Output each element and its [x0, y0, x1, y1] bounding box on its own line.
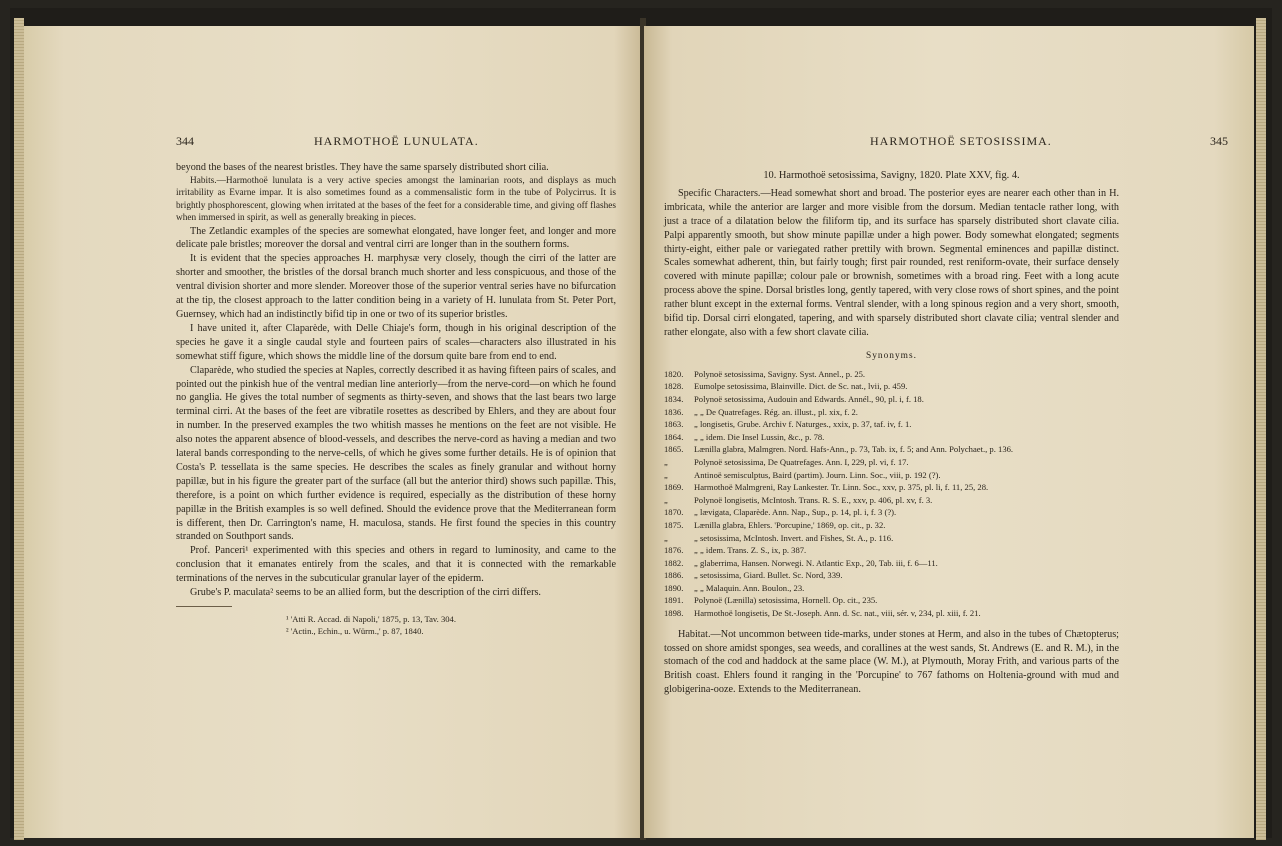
- footnote-rule: [176, 606, 232, 607]
- synonym-text: Polynoë setosissima, Audouin and Edwards. Annél., 90, pl. i, f. 18.: [694, 393, 924, 404]
- synonym-row: [664, 456, 1119, 469]
- synonym-text: Polynoë setosissima, De Quatrefages. Ann. I, 229, pl. vi, f. 17.: [694, 456, 909, 467]
- synonym-year: „: [664, 494, 668, 505]
- synonym-year: 1886.: [664, 570, 684, 581]
- synonym-year: 1820.: [664, 368, 684, 379]
- left-page-number: 344: [176, 134, 194, 148]
- synonym-year: 1863.: [664, 419, 684, 430]
- synonym-row: [664, 519, 1119, 532]
- specific-characters: Specific Characters.—Head somewhat short and broad. The posterior eyes are nearer each other than in H. imbricata, while the anterior are larger and more visible from the dorsum. Median tentacle rather long, with just a trace of a dilatation below the filiform tip, and its surface has sparsely distributed short clavate cilia. Palpi apparently smooth, but show minute papillæ under a high power. Body somewhat elongated; segments thirty-eight, either pale or variegated rather prettily with brown. Segmental eminences and papillæ distinct. Scales somewhat adherent, thin, but fairly tough; first pair rounded, rest reniform-ovate, their surface densely covered with minute papillæ; colour pale or brownish, sometimes with a broad ring. Feet with a long acute process above the spine. Dorsal bristles long, gently tapered, with very close rows of short spines, and the point rather blunt except in the external forms. Ventral slender, with a long spinous region and a very short, smooth, bifid tip. Dorsal cirri elongated, tapering, and with sparsely distributed short clavate cilia; ventral slender and rather elongate, also with a few short clavate cilia.: [664, 187, 1119, 338]
- synonym-text: Eumolpe setosissima, Blainville. Dict. de Sc. nat., lvii, p. 459.: [694, 381, 908, 392]
- synonym-text: Lænilla glabra, Ehlers. 'Porcupine,' 1869, op. cit., p. 32.: [694, 519, 886, 530]
- synonym-text: Harmothoë longisetis, De St.-Joseph. Ann. d. Sc. nat., viii, sér. v, 234, pl. xiii, f. 21.: [694, 608, 981, 619]
- right-body-text: [664, 161, 1119, 697]
- synonym-row: [664, 368, 1119, 381]
- synonym-row: [664, 569, 1119, 582]
- synonym-text: „ lævigata, Claparède. Ann. Nap., Sup., p. 14, pl. i, f. 3 (?).: [694, 507, 897, 518]
- synonym-year: 1869.: [664, 482, 684, 493]
- synonym-year: „: [664, 532, 668, 543]
- synonym-row: [664, 443, 1119, 456]
- synonym-year: 1834.: [664, 393, 684, 404]
- synonym-row: [664, 431, 1119, 444]
- synonym-year: 1865.: [664, 444, 684, 455]
- footnote: ² 'Actin., Echin., u. Würm.,' p. 87, 1840.: [286, 626, 424, 636]
- synonym-text: „ „ idem. Die Insel Lussin, &c., p. 78.: [694, 431, 825, 442]
- synonym-text: „ setosissima, McIntosh. Invert. and Fishes, St. A., p. 116.: [694, 532, 894, 543]
- synonym-text: Lænilla glabra, Malmgren. Nord. Hafs-Ann., p. 73, Tab. ix, f. 5; and Ann. Polychaet., p. 136.: [694, 444, 1014, 455]
- left-page: [24, 26, 642, 838]
- synonym-text: Polynoë (Lænilla) setosissima, Hornell. Op. cit., 235.: [694, 595, 878, 606]
- paragraph: beyond the bases of the nearest bristles. They have the same sparsely distributed short cilia.: [176, 162, 549, 173]
- footnotes: [176, 613, 616, 637]
- synonym-text: „ longisetis, Grube. Archiv f. Naturges., xxix, p. 37, taf. iv, f. 1.: [694, 419, 912, 430]
- paragraph: The Zetlandic examples of the species are somewhat elongated, have longer feet, and longer and more delicate pale bristles; moreover the dorsal and ventral cirri are longer than in the southern forms.: [176, 225, 616, 251]
- paragraph: Habits.—Harmothoë lunulata is a very active species amongst the laminarian roots, and displays as much irritability as Evarne impar. It is also sometimes found as a commensalistic form in the tube of Polycirrus. It is brightly phosphorescent, glowing when irritated at the bases of the feet for a considerable time, and giving off flashes when immersed in spirit, as well as generally breaking in pieces.: [176, 175, 616, 224]
- page-edges-left: [14, 18, 24, 840]
- synonym-year: „: [664, 456, 668, 467]
- synonym-row: [664, 481, 1119, 494]
- synonym-year: 1828.: [664, 381, 684, 392]
- synonym-row: [664, 393, 1119, 406]
- paragraph: I have united it, after Claparède, with Delle Chiaje's form, though in his original description of the species he gave it a single caudal style and fourteen pairs of scales—characters also illustrated in his somewhat stiff figure, which shows the middle line of the dorsum quite bare from end to end.: [176, 322, 616, 362]
- synonym-year: „: [664, 469, 668, 480]
- synonym-row: [664, 469, 1119, 482]
- synonym-row: [664, 532, 1119, 545]
- right-running-header: HARMOTHOË SETOSISSIMA.: [870, 134, 1052, 148]
- left-body-text: [176, 161, 616, 637]
- synonym-text: „ setosissima, Giard. Bullet. Sc. Nord, 339.: [694, 570, 843, 581]
- synonym-year: 1836.: [664, 406, 684, 417]
- paragraph: Claparède, who studied the species at Naples, correctly described it as having fifteen pairs of scales, and pointed out the pinkish hue of the ventral median line anteriorly—from the nerve-cord—on which he found no ganglia. He gives the total number of segments as thirty-seven, and shows that the last bears two large terminal cirri. At the bases of the feet are vibratile rosettes as described by Ehlers, and they are about four in number. In the preserved examples the two whitish masses he mentions on the feet are not visible. He also notes the apparent absence of blood-vessels, and describes the nerve-cord as having a median and two lateral bands corresponding to the nerve-cells, of which he gives some further details. He is of opinion that Costa's P. tessellata is the same species. He describes the scales as finely granular and without horny papillæ, but in his figure the greater part of the surface (all but the anterior third) shows such papillæ. This, therefore, is a point on which further evidence is required, especially as the distribution of these horny papillæ in the British examples is so well defined. Should the evidence prove that the Mediterranean form is different, then Dr. Carrington's name, H. maculosa, stands. He first found the species in this country stranded on Southport sands.: [176, 364, 616, 543]
- synonym-text: „ „ De Quatrefages. Rég. an. illust., pl. xix, f. 2.: [694, 406, 858, 417]
- habitat: Habitat.—Not uncommon between tide-marks, under stones at Herm, and also in the tubes of Chætopterus; tossed on shore amidst sponges, sea weeds, and corallines at the west sands, St. Andrews (E. and R. M.), in the stomach of the cod and haddock at the same place (W. M.), at Plymouth, Moray Frith, and various parts of the British coast. Ehlers found it ranging in the 'Porcupine' to 767 fathoms on Holtenia-ground with mud and globigerina-ooze. Extends to the Mediterranean.: [664, 628, 1119, 696]
- paragraph: Grube's P. maculata² seems to be an allied form, but the description of the cirri differs.: [190, 587, 541, 599]
- page-edges-right: [1256, 18, 1266, 840]
- footnote: ¹ 'Atti R. Accad. di Napoli,' 1875, p. 13, Tav. 304.: [286, 614, 457, 624]
- right-page-number: 345: [1210, 134, 1228, 148]
- left-running-header: HARMOTHOË LUNULATA.: [314, 134, 479, 148]
- synonym-text: „ „ Malaquin. Ann. Boulon., 23.: [694, 582, 805, 593]
- synonym-year: 1875.: [664, 519, 684, 530]
- synonym-year: 1870.: [664, 507, 684, 518]
- synonym-row: [664, 607, 1119, 620]
- synonym-year: 1864.: [664, 431, 684, 442]
- paragraph: It is evident that the species approaches H. marphysæ very closely, though the cirri of the latter are shorter and smoother, the bristles of the dorsal branch much shorter and less conspicuous, and those of the ventral division shorter and more slender. Moreover those of the superior ventral series have no bifurcation at the tip, the closest approach to the latter condition being in a variety of H. lunulata from St. Peter Port, Guernsey, which had an indistinctly bifid tip in one or two of its superior bristles.: [176, 253, 616, 320]
- synonym-text: „ „ idem. Trans. Z. S., ix, p. 387.: [694, 545, 807, 556]
- synonym-text: „ glaberrima, Hansen. Norwegi. N. Atlantic Exp., 20, Tab. iii, f. 6—11.: [694, 557, 938, 568]
- right-page: [644, 26, 1254, 838]
- synonym-row: [664, 406, 1119, 419]
- synonym-row: [664, 544, 1119, 557]
- book-spread: [10, 8, 1272, 838]
- synonym-text: Antinoë semisculptus, Baird (partim). Journ. Linn. Soc., viii, p. 192 (?).: [694, 469, 941, 480]
- synonym-text: Harmothoë Malmgreni, Ray Lankester. Tr. Linn. Soc., xxv, p. 375, pl. li, f. 11, 25, 28.: [694, 482, 989, 493]
- synonym-row: [664, 380, 1119, 393]
- synonyms-heading: Synonyms.: [866, 350, 917, 361]
- species-title: 10. Harmothoë setosissima, Savigny, 1820. Plate XXV, fig. 4.: [763, 170, 1020, 181]
- paragraph: Prof. Panceri¹ experimented with this species and others in regard to luminosity, and came to the conclusion that it emanates entirely from the scales, and that it is connected with the remarkable terminations of the nerves in the subcuticular granular layer of the epiderm.: [176, 545, 616, 585]
- synonym-year: 1882.: [664, 557, 684, 568]
- synonym-row: [664, 506, 1119, 519]
- synonym-year: 1898.: [664, 608, 684, 619]
- synonym-row: [664, 582, 1119, 595]
- synonym-row: [664, 557, 1119, 570]
- synonym-row: [664, 594, 1119, 607]
- synonym-year: 1876.: [664, 545, 684, 556]
- synonym-text: Polynoë longisetis, McIntosh. Trans. R. S. E., xxv, p. 406, pl. xv, f. 3.: [694, 494, 933, 505]
- synonyms-list: [664, 368, 1119, 620]
- synonym-text: Polynoë setosissima, Savigny. Syst. Annel., p. 25.: [694, 368, 866, 379]
- synonym-row: [664, 494, 1119, 507]
- synonym-row: [664, 418, 1119, 431]
- synonym-year: 1891.: [664, 595, 684, 606]
- synonym-year: 1890.: [664, 582, 684, 593]
